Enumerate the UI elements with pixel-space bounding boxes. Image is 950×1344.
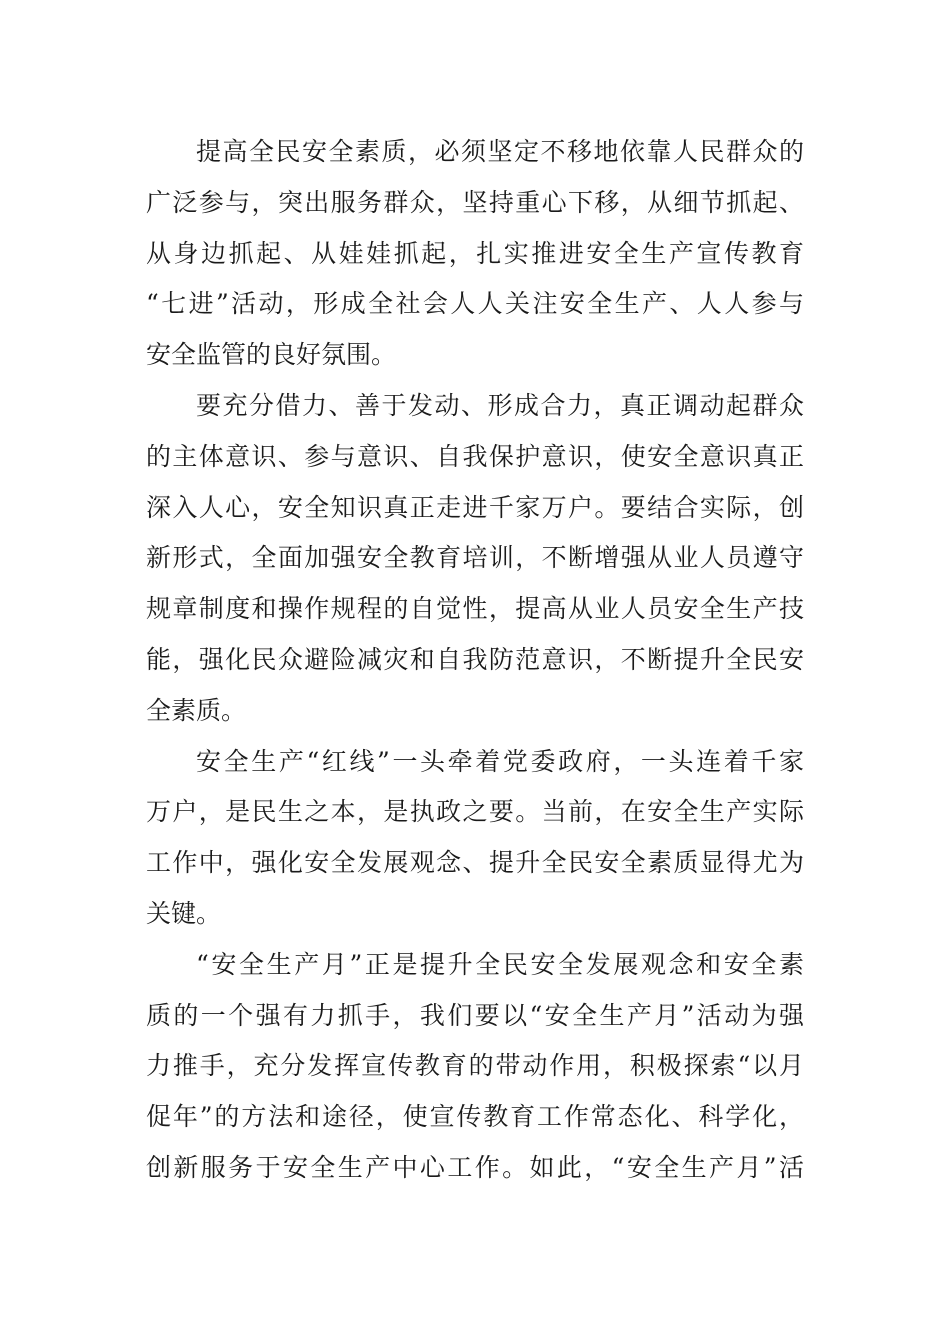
text-line: 安全生产“红线”一头牵着党委政府，一头连着千家 — [196, 746, 804, 776]
paragraph-2 — [146, 381, 804, 737]
text-line: 促年”的方法和途径，使宣传教育工作常态化、科学化， — [146, 1102, 804, 1132]
document-body — [146, 127, 804, 1194]
text-line: 规章制度和操作规程的自觉性，提高从业人员安全生产技 — [146, 594, 804, 624]
text-line: 创新服务于安全生产中心工作。如此，“安全生产月”活 — [146, 1152, 804, 1182]
text-line: 深入人心，安全知识真正走进千家万户。要结合实际，创 — [146, 492, 804, 522]
text-line: 提高全民安全素质，必须坚定不移地依靠人民群众的 — [196, 137, 804, 166]
text-line: 万户，是民生之本，是执政之要。当前，在安全生产实际 — [146, 797, 804, 827]
text-line: 关键。 — [146, 898, 222, 928]
text-line: 工作中，强化安全发展观念、提升全民安全素质显得尤为 — [146, 848, 804, 878]
paragraph-3 — [146, 737, 804, 940]
paragraph-1 — [146, 127, 804, 381]
paragraph-4 — [146, 940, 804, 1194]
text-line: 要充分借力、善于发动、形成合力，真正调动起群众 — [196, 390, 804, 420]
text-line: 能，强化民众避险减灾和自我防范意识，不断提升全民安 — [146, 644, 804, 674]
text-line: 的主体意识、参与意识、自我保护意识，使安全意识真正 — [146, 441, 804, 471]
text-line: “七进”活动，形成全社会人人关注安全生产、人人参与 — [146, 289, 804, 319]
text-line: 从身边抓起、从娃娃抓起，扎实推进安全生产宣传教育 — [146, 238, 804, 268]
text-line: 安全监管的良好氛围。 — [146, 340, 397, 370]
text-line: 力推手，充分发挥宣传教育的带动作用，积极探索“以月 — [146, 1051, 804, 1081]
text-line: “安全生产月”正是提升全民安全发展观念和安全素 — [196, 949, 804, 979]
text-line: 新形式，全面加强安全教育培训，不断增强从业人员遵守 — [146, 543, 804, 573]
text-line: 质的一个强有力抓手，我们要以“安全生产月”活动为强 — [146, 1000, 804, 1030]
text-line: 全素质。 — [146, 695, 247, 725]
text-line: 广泛参与，突出服务群众，坚持重心下移，从细节抓起、 — [146, 187, 804, 217]
